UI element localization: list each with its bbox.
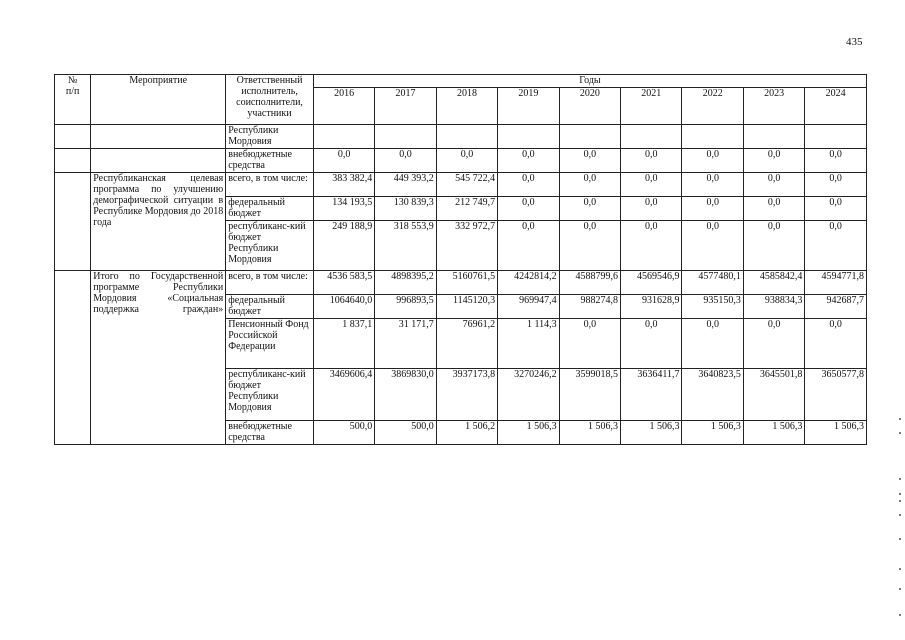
value-cell [682,125,743,149]
header-row-top [55,75,867,88]
value-cell: 3645501,8 [743,369,804,421]
value-cell [743,125,804,149]
value-cell: 0,0 [682,197,743,221]
value-cell [313,125,374,149]
value-cell: 130 839,3 [375,197,436,221]
header-year: 2023 [743,88,804,125]
value-cell: 212 749,7 [436,197,497,221]
value-cell: 0,0 [743,197,804,221]
value-cell: 1 506,3 [743,421,804,445]
table-row [55,271,867,295]
header-year: 2016 [313,88,374,125]
value-cell: 0,0 [559,197,620,221]
row-num-cell [55,271,91,445]
value-cell: 988274,8 [559,295,620,319]
page-number: 435 [846,36,863,48]
value-cell: 0,0 [682,319,743,369]
value-cell: 0,0 [805,149,867,173]
budget-table [54,74,867,445]
value-cell: 931628,9 [621,295,682,319]
source-cell: республиканс-кий бюджет Республики Мордовия [226,369,314,421]
value-cell: 4577480,1 [682,271,743,295]
value-cell: 134 193,5 [313,197,374,221]
value-cell: 500,0 [375,421,436,445]
event-cell: Итого по Государственной программе Республики Мордовия «Социальная поддержка граждан» [91,271,226,445]
value-cell [805,125,867,149]
value-cell: 4536 583,5 [313,271,374,295]
value-cell [559,125,620,149]
value-cell: 3640823,5 [682,369,743,421]
value-cell [498,125,559,149]
source-cell: всего, в том числе: [226,173,314,197]
value-cell: 996893,5 [375,295,436,319]
value-cell: 0,0 [743,319,804,369]
value-cell: 0,0 [805,319,867,369]
value-cell: 31 171,7 [375,319,436,369]
value-cell: 0,0 [743,149,804,173]
value-cell: 0,0 [559,173,620,197]
row-num-cell [55,173,91,271]
value-cell: 0,0 [621,319,682,369]
value-cell: 0,0 [559,149,620,173]
event-cell [91,125,226,149]
value-cell: 500,0 [313,421,374,445]
value-cell: 3270246,2 [498,369,559,421]
row-num-cell [55,125,91,149]
event-cell: Республиканская целевая программа по улучшению демографической ситуации в Республике Мордовия до 2018 года [91,173,226,271]
value-cell: 0,0 [805,173,867,197]
event-cell [91,149,226,173]
value-cell: 4898395,2 [375,271,436,295]
source-cell: Республики Мордовия [226,125,314,149]
header-num: № п/п [55,75,91,125]
value-cell: 4588799,6 [559,271,620,295]
header-year: 2018 [436,88,497,125]
value-cell: 318 553,9 [375,221,436,271]
value-cell: 0,0 [313,149,374,173]
source-cell: республиканс-кий бюджет Республики Мордовия [226,221,314,271]
value-cell: 1 506,3 [682,421,743,445]
value-cell: 938834,3 [743,295,804,319]
value-cell: 449 393,2 [375,173,436,197]
table-row [55,125,867,149]
value-cell: 0,0 [682,221,743,271]
value-cell: 0,0 [621,149,682,173]
header-year: 2020 [559,88,620,125]
value-cell: 969947,4 [498,295,559,319]
value-cell: 0,0 [682,173,743,197]
value-cell: 0,0 [805,197,867,221]
value-cell: 249 188,9 [313,221,374,271]
value-cell: 1 506,3 [498,421,559,445]
value-cell: 3636411,7 [621,369,682,421]
value-cell: 1064640,0 [313,295,374,319]
value-cell: 1 837,1 [313,319,374,369]
header-year: 2021 [621,88,682,125]
source-cell: внебюджетные средства [226,149,314,173]
value-cell: 383 382,4 [313,173,374,197]
value-cell: 545 722,4 [436,173,497,197]
value-cell: 1 114,3 [498,319,559,369]
header-years-label: Годы [313,75,866,88]
value-cell: 0,0 [375,149,436,173]
value-cell: 3469606,4 [313,369,374,421]
value-cell [375,125,436,149]
row-num-cell [55,149,91,173]
value-cell [621,125,682,149]
value-cell: 4569546,9 [621,271,682,295]
value-cell: 3599018,5 [559,369,620,421]
value-cell: 4585842,4 [743,271,804,295]
value-cell: 0,0 [498,221,559,271]
value-cell: 0,0 [498,149,559,173]
value-cell: 1 506,3 [805,421,867,445]
value-cell: 0,0 [621,197,682,221]
header-executor: Ответственный исполнитель, соисполнители, участники [226,75,314,125]
source-cell: всего, в том числе: [226,271,314,295]
value-cell: 3869830,0 [375,369,436,421]
value-cell: 0,0 [743,173,804,197]
value-cell: 0,0 [498,173,559,197]
value-cell: 332 972,7 [436,221,497,271]
value-cell: 1 506,2 [436,421,497,445]
scan-noise [897,418,903,618]
header-year: 2022 [682,88,743,125]
value-cell: 1 506,3 [559,421,620,445]
value-cell: 0,0 [559,319,620,369]
header-year: 2017 [375,88,436,125]
value-cell: 0,0 [436,149,497,173]
value-cell: 0,0 [559,221,620,271]
source-cell: внебюджетные средства [226,421,314,445]
table-row [55,149,867,173]
value-cell: 4594771,8 [805,271,867,295]
table-row [55,173,867,197]
source-cell: Пенсионный Фонд Российской Федерации [226,319,314,369]
value-cell: 0,0 [621,173,682,197]
header-year: 2024 [805,88,867,125]
source-cell: федеральный бюджет [226,295,314,319]
value-cell: 0,0 [682,149,743,173]
value-cell: 935150,3 [682,295,743,319]
value-cell: 76961,2 [436,319,497,369]
value-cell: 3937173,8 [436,369,497,421]
header-event: Мероприятие [91,75,226,125]
value-cell [436,125,497,149]
value-cell: 4242814,2 [498,271,559,295]
value-cell: 0,0 [743,221,804,271]
value-cell: 1145120,3 [436,295,497,319]
value-cell: 0,0 [805,221,867,271]
value-cell: 3650577,8 [805,369,867,421]
value-cell: 0,0 [498,197,559,221]
header-year: 2019 [498,88,559,125]
value-cell: 0,0 [621,221,682,271]
source-cell: федеральный бюджет [226,197,314,221]
value-cell: 1 506,3 [621,421,682,445]
value-cell: 942687,7 [805,295,867,319]
value-cell: 5160761,5 [436,271,497,295]
